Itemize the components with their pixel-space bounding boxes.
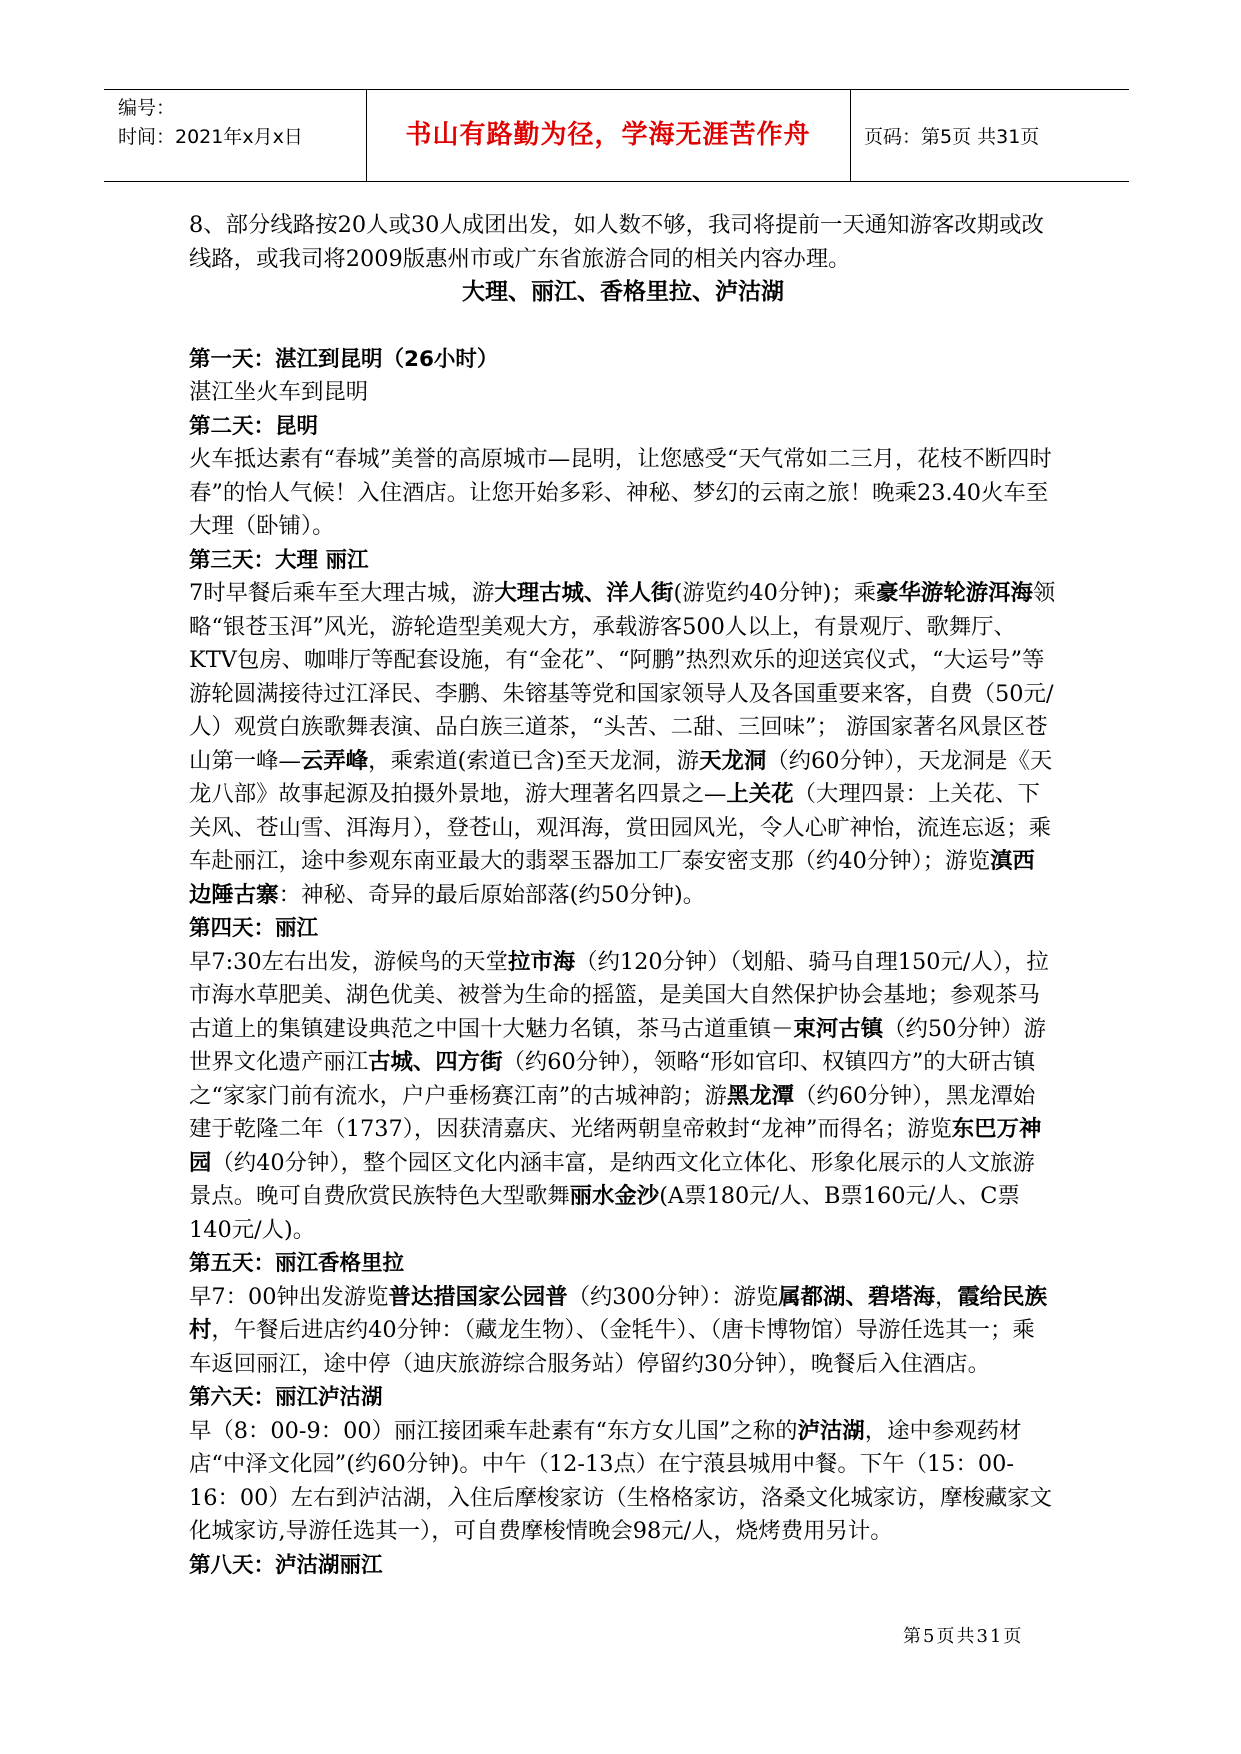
intro-paragraph: 8、部分线路按20人或30人成团出发，如人数不够，我司将提前一天通知游客改期或改线路，或我司将2009版惠州市或广东省旅游合同的相关内容办理。 <box>189 212 1044 272</box>
highlighted-place: 丽水金沙 <box>569 1183 660 1209</box>
description-text: 7时早餐后乘车至大理古城，游 <box>189 580 495 606</box>
description-text: 早7：00钟出发游览 <box>189 1283 389 1310</box>
header-divider-right <box>850 89 851 181</box>
highlighted-place: 黑龙潭 <box>726 1082 795 1109</box>
highlighted-place: 东巴万神园 <box>189 1116 1042 1176</box>
highlighted-place: 霞给民族村 <box>189 1283 1047 1343</box>
description-text: (A票180元/人、B票160元/人、C票140元/人)。 <box>189 1183 1020 1243</box>
spacer <box>189 310 1057 343</box>
description-text: （约60分钟），黑龙潭始建于乾隆二年（1737），因获清嘉庆、光绪两朝皇帝敕封“龙神”而得名；游览 <box>189 1082 1036 1142</box>
highlighted-place: 豪华游轮游洱海 <box>876 580 1033 606</box>
day-description <box>189 946 1057 1248</box>
highlighted-place: 上关花 <box>726 781 794 807</box>
description-text: 早7:30左右出发，游候鸟的天堂 <box>189 948 508 975</box>
day-heading: 第三天：大理 丽江 <box>189 547 369 573</box>
day-description <box>189 1281 1057 1382</box>
header-bottom-rule <box>104 181 1129 182</box>
description-text: （约50分钟）游世界文化遗产丽江 <box>189 1015 1046 1075</box>
page-footer: 第5页共31页 <box>903 1626 1024 1647</box>
highlighted-place: 大理古城、洋人街 <box>494 580 674 606</box>
description-text: 早（8：00-9：00）丽江接团乘车赴素有“东方女儿国”之称的 <box>189 1417 798 1444</box>
day-heading: 第八天：泸沽湖丽江 <box>189 1552 383 1578</box>
day-description <box>189 443 1057 544</box>
highlighted-place: 拉市海 <box>507 948 576 975</box>
description-text: ， <box>935 1283 958 1310</box>
highlighted-place: 滇西边陲古寨 <box>189 848 1035 908</box>
header-number-label: 编号： <box>118 97 176 119</box>
description-text: （约40分钟），整个园区文化内涵丰富，是纳西文化立体化、形象化展示的人文旅游景点。晚可自费欣赏民族特色大型歌舞 <box>189 1149 1035 1209</box>
itinerary-days <box>189 343 1057 1583</box>
day-description <box>189 577 1057 912</box>
day-heading: 第四天：丽江 <box>189 916 319 941</box>
highlighted-place: 泸沽湖 <box>797 1417 865 1444</box>
day-heading: 第二天：昆明 <box>189 413 319 439</box>
description-text: （约120分钟）（划船、骑马自理150元/人），拉市海水草肥美、湖色优美、被誉为生命的摇篮，是美国大自然保护协会基地；参观茶马古道上的集镇建设典范之中国十大魅力名镇，茶马古道重镇－ <box>189 948 1049 1042</box>
day-heading: 第五天：丽江香格里拉 <box>189 1251 405 1276</box>
description-text: 火车抵达素有“春城”美誉的高原城市—昆明，让您感受“天气常如二三月，花枝不断四时春”的怡人气候！入住酒店。让您开始多彩、神秘、梦幻的云南之旅！晚乘23.40火车至大理（卧铺）。 <box>189 446 1052 539</box>
description-text: ：神秘、奇异的最后原始部落(约50分钟)。 <box>278 881 706 908</box>
highlighted-place: 古城、四方街 <box>368 1049 503 1075</box>
header-top-rule <box>104 89 1129 90</box>
highlighted-place: 云弄峰 <box>300 747 369 774</box>
description-text: (游览约40分钟)；乘 <box>673 580 877 606</box>
day-description <box>189 376 1057 410</box>
day-description <box>189 1415 1057 1549</box>
header-motto: 书山有路勤为径，学海无涯苦作舟 <box>405 120 811 150</box>
highlighted-place: 属都湖、碧塔海 <box>778 1283 936 1310</box>
description-text: 领略“银苍玉洱”风光，游轮造型美观大方，承载游客500人以上，有景观厅、歌舞厅、KTV包房、咖啡厅等配套设施，有“金花”、“阿鹏”热烈欢乐的迎送宾仪式，“大运号”等游轮圆满接待过江泽民、李鹏、朱镕基等党和国家领导人及各国重要来客，自费（50元/人）观赏白族歌舞表演、品白族三道茶，“头苦、二甜、三回味”； 游国家著名风景区苍山第一峰— <box>189 580 1056 774</box>
itinerary-title: 大理、丽江、香格里拉、泸沽湖 <box>462 279 784 305</box>
highlighted-place: 天龙洞 <box>699 747 767 774</box>
document-body <box>189 209 1057 1582</box>
description-text: ，午餐后进店约40分钟：（藏龙生物）、（金牦牛）、（唐卡博物馆）导游任选其一；乘车返回丽江，途中停（迪庆旅游综合服务站）停留约30分钟），晚餐后入住酒店。 <box>189 1317 1035 1377</box>
day-heading: 第一天：湛江到昆明（26小时） <box>189 346 499 372</box>
highlighted-place: 普达措国家公园普 <box>388 1283 568 1310</box>
day-heading: 第六天：丽江泸沽湖 <box>189 1385 383 1410</box>
description-text: （约300分钟）：游览 <box>567 1283 779 1310</box>
description-text: ，途中参观药材店“中泽文化园”(约60分钟)。中午（12-13点）在宁蒗县城用中餐。下午（15：00-16：00）左右到泸沽湖，入住后摩梭家访（生格格家访，洛桑文化城家访，摩梭藏家文化城家访,导游任选其一），可自费摩梭情晚会98元/人，烧烤费用另计。 <box>189 1417 1053 1544</box>
description-text: （大理四景：上关花、下关风、苍山雪、洱海月），登苍山，观洱海，赏田园风光，令人心旷神怡，流连忘返；乘车赴丽江，途中参观东南亚最大的翡翠玉器加工厂泰安密支那（约40分钟）；游览 <box>189 781 1052 874</box>
description-text: 湛江坐火车到昆明 <box>189 379 369 405</box>
header-meta <box>118 94 303 152</box>
description-text: （约60分钟），天龙洞是《天龙八部》故事起源及拍摄外景地，游大理著名四景之— <box>189 747 1053 807</box>
header-time-label: 时间：2021年x月x日 <box>118 126 303 148</box>
description-text: （约60分钟），领略“形如官印、权镇四方”的大研古镇之“家家门前有流水，户户垂杨赛江南”的古城神韵；游 <box>189 1049 1036 1109</box>
highlighted-place: 束河古镇 <box>793 1015 884 1042</box>
header-page-label: 页码：第5页 共31页 <box>864 126 1040 148</box>
description-text: ，乘索道(索道已含)至天龙洞，游 <box>368 747 700 774</box>
